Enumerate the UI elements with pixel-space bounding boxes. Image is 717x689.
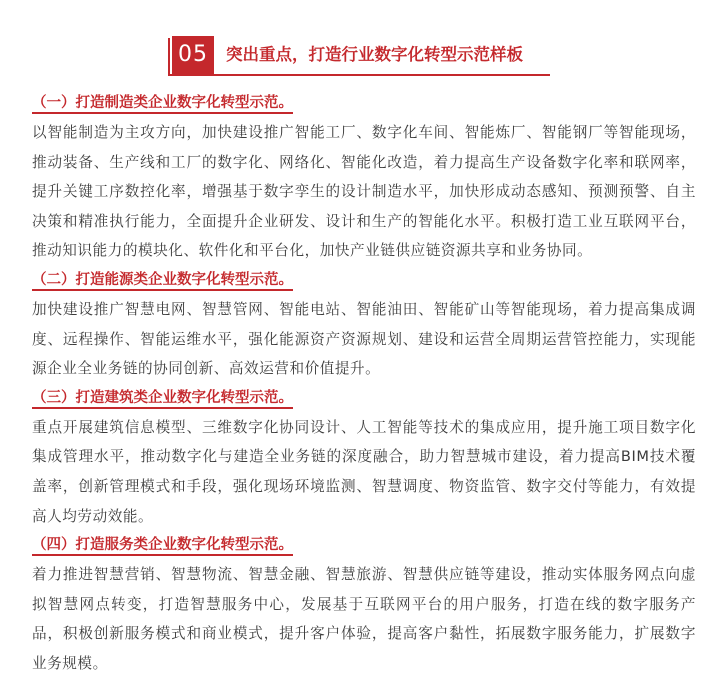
subsection-energy bbox=[32, 268, 696, 384]
subsection-paragraph: 重点开展建筑信息模型、三维数字化协同设计、人工智能等技术的集成应用，提升施工项目数字化集成管理水平，推动数字化与建造全业务链的深度融合，助力智慧城市建设，着力提高BIM技术覆盖率，创新管理模式和手段，强化现场环境监测、智慧调度、物资监管、数字交付等能力，有效提高人均劳动效能。 bbox=[32, 418, 696, 525]
section-number-badge: 05 bbox=[172, 36, 214, 74]
section-header bbox=[168, 34, 552, 78]
subsection-heading: （四）打造服务类企业数字化转型示范。 bbox=[32, 533, 696, 557]
subsection-paragraph: 以智能制造为主攻方向，加快建设推广智能工厂、数字化车间、智能炼厂、智能钢厂等智能现场，推动装备、生产线和工厂的数字化、网络化、智能化改造，着力提高生产设备数字化率和联网率，提升关键工序数控化率，增强基于数字孪生的设计制造水平，加快形成动态感知、预测预警、自主决策和精准执行能力，全面提升企业研发、设计和生产的智能化水平。积极打造工业互联网平台，推动知识能力的模块化、软件化和平台化，加快产业链供应链资源共享和业务协同。 bbox=[32, 124, 696, 260]
subsection-heading: （一）打造制造类企业数字化转型示范。 bbox=[32, 91, 696, 115]
subsection-heading: （三）打造建筑类企业数字化转型示范。 bbox=[32, 386, 696, 410]
subsection-construction bbox=[32, 386, 696, 531]
subsection-manufacturing bbox=[32, 91, 696, 266]
subsection-paragraph: 加快建设推广智慧电网、智慧管网、智能电站、智能油田、智能矿山等智能现场，着力提高集成调度、远程操作、智能运维水平，强化能源资产资源规划、建设和运营全周期运营管控能力，实现能源企业全业务链的协同创新、高效运营和价值提升。 bbox=[32, 300, 696, 378]
subsection-services bbox=[32, 533, 696, 678]
section-title: 突出重点，打造行业数字化转型示范样板 bbox=[226, 45, 523, 64]
subsection-paragraph: 着力推进智慧营销、智慧物流、智慧金融、智慧旅游、智慧供应链等建设，推动实体服务网点向虚拟智慧网点转变，打造智慧服务中心，发展基于互联网平台的用户服务，打造在线的数字服务产品，积极创新服务模式和商业模式，提升客户体验，提高客户黏性，拓展数字服务能力，扩展数字业务规模。 bbox=[32, 566, 696, 672]
subsection-heading: （二）打造能源类企业数字化转型示范。 bbox=[32, 268, 696, 292]
article-body bbox=[32, 91, 696, 679]
